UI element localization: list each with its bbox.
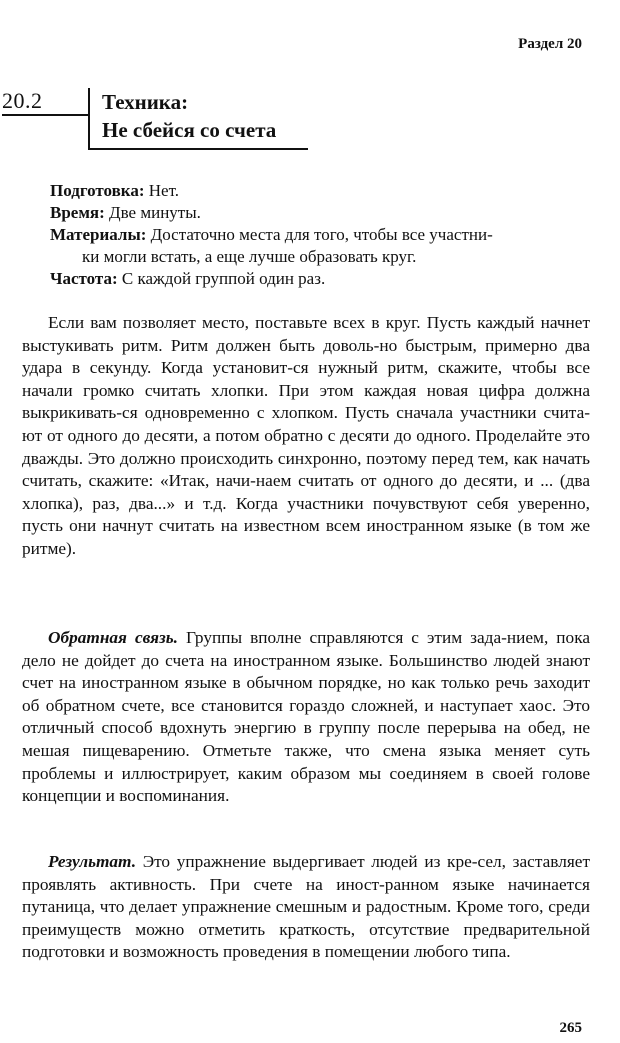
meta-frequency-value: С каждой группой один раз. <box>121 269 326 288</box>
feedback-lead: Обратная связь. <box>48 628 179 647</box>
meta-materials-value-line1: Достаточно места для того, чтобы все участни- <box>150 225 493 244</box>
page-number: 265 <box>559 1020 582 1036</box>
page-header: Раздел 20 <box>518 36 582 52</box>
feedback-text: Группы вполне справляются с этим зада-нием, пока дело не дойдет до счета на иностранном языке. Большинство людей знают счет на иностранном языке в обычном порядке, но как только речь заходит об обратном счете, все становится гораздо сложней, и наступает хаос. Это отличный способ вдохнуть энергию в группу после перерыва на обед, не мешая пищеварению. Отметьте также, что смена языка меняет суть проблемы и иллюстрирует, каким образом мы соединяем в своей голове концепции и воспоминания. <box>22 628 591 806</box>
section-rule-vertical <box>88 88 90 150</box>
section-title-line1: Техника: <box>102 90 189 114</box>
meta-time-value: Две минуты. <box>109 203 201 222</box>
section-title <box>102 88 276 144</box>
meta-materials-value-line2: ки могли встать, а еще лучше образовать круг. <box>82 247 417 266</box>
body-paragraph-instructions: Если вам позволяет место, поставьте всех в круг. Пусть каждый начнет выстукивать ритм. Ритм должен быть доволь-но быстрым, примерно два удара в секунду. Когда установит-ся нужный ритм, скажите, чтобы все начали громко считать хлопки. При этом каждая новая цифра должна выкрикивать-ся одновременно с хлопком. Пусть сначала участники счита-ют от одного до десяти, а потом обратно с десяти до одного. Проделайте это дважды. Это должно происходить синхронно, поэтому перед тем, как начать считать, скажите: «Итак, начи-наем считать от одного до десяти, и ... (два хлопка), раз, два...» и т.д. Когда участники почувствуют себя уверенно, пусть они начнут считать на известном всем иностранном языке (в том же ритме). <box>22 313 590 558</box>
meta-materials-label: Материалы: <box>50 225 147 244</box>
meta-preparation-value: Нет. <box>148 181 179 200</box>
section-title-line2: Не сбейся со счета <box>102 118 277 142</box>
meta-materials <box>50 224 590 246</box>
section-rule-bottom <box>88 148 308 150</box>
section-rule-horizontal <box>2 114 88 116</box>
meta-time-label: Время: <box>50 203 105 222</box>
meta-frequency <box>50 268 590 290</box>
meta-time <box>50 202 590 224</box>
result-text: Это упражнение выдергивает людей из кре-сел, заставляет проявлять активность. При счете на иност-ранном языке начинается путаница, что делает упражнение смешным и радостным. Кроме того, среди преимуществ можно отметить краткость, отсутствие предварительной подготовки и возможность проведения в помещении любого типа. <box>22 852 590 962</box>
result-lead: Результат. <box>48 852 137 871</box>
meta-materials-continuation <box>50 246 590 268</box>
meta-preparation <box>50 180 590 202</box>
meta-preparation-label: Подготовка: <box>50 181 145 200</box>
meta-frequency-label: Частота: <box>50 269 118 288</box>
body-paragraph-feedback <box>22 627 590 808</box>
body-paragraph-result <box>22 851 590 964</box>
section-number: 20.2 <box>2 88 43 113</box>
exercise-meta <box>50 180 590 290</box>
